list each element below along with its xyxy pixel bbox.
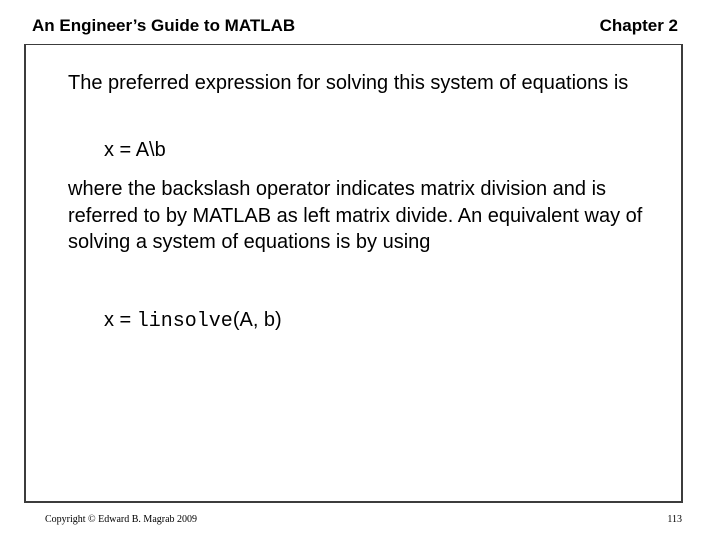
function-args: (A, b) [232, 309, 282, 331]
function-name: linsolve [136, 310, 233, 333]
paragraph-explanation: where the backslash operator indicates matrix division and is referred to by MATLAB as left matrix divide. An equivalent way of solving a system of equations is by using [68, 178, 643, 253]
chapter-label: Chapter 2 [599, 16, 678, 35]
paragraph-intro: The preferred expression for solving this system of equations is [68, 72, 629, 94]
copyright-notice: Copyright © Edward B. Magrab 2009 [45, 514, 198, 525]
page-number: 113 [667, 514, 682, 525]
equation-backslash: x = A\b [104, 139, 166, 161]
equation-lhs: x = [104, 309, 137, 331]
equation-linsolve [104, 307, 282, 335]
header-title: An Engineer’s Guide to MATLAB [32, 16, 296, 35]
slide-frame [24, 44, 683, 503]
